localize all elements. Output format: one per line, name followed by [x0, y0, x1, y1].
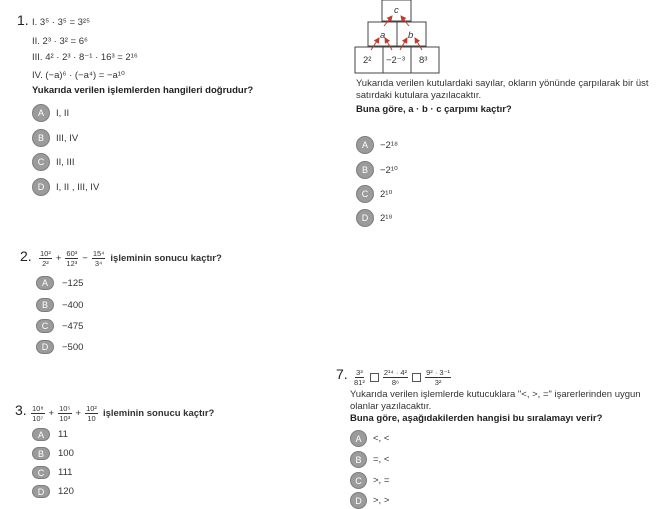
option-text: −400: [62, 299, 84, 311]
option-text: 2¹⁰: [380, 188, 393, 200]
option-text: <, <: [373, 433, 390, 444]
question-number: 3.: [15, 402, 27, 418]
question-expression: [38, 249, 222, 268]
option-b[interactable]: [32, 129, 78, 147]
option-letter: C: [32, 153, 50, 171]
option-c[interactable]: [32, 153, 74, 171]
box-bottom-left-label: 2²: [363, 55, 372, 66]
question-prompt: Yukarıda verilen işlemlerden hangileri doğrudur?: [32, 85, 254, 96]
fraction: $\frac{\text{10²}}{10}$: [86, 404, 97, 423]
question-prompt: Buna göre, a · b · c çarpımı kaçtır?: [356, 104, 512, 115]
option-letter: C: [356, 185, 374, 203]
option-letter: D: [350, 492, 367, 509]
option-letter: B: [356, 161, 374, 179]
option-d[interactable]: [36, 340, 83, 354]
option-text: 120: [58, 486, 74, 497]
option-letter: D: [36, 340, 54, 354]
question-prompt: Buna göre, aşağıdakilerden hangisi bu sıralamayı verir?: [350, 413, 603, 424]
question-expression: [30, 404, 214, 423]
box-mid-left-label: a: [380, 30, 386, 41]
option-text: II, III: [56, 156, 75, 168]
option-text: 11: [58, 429, 68, 440]
statement-4: IV. (−a)⁶ · (−a⁴) = −a¹⁰: [32, 70, 125, 81]
option-letter: C: [36, 319, 54, 333]
option-text: −500: [62, 341, 84, 353]
option-a[interactable]: [350, 430, 389, 447]
fraction: $\frac{\text{2¹⁴ · 4²}}{\text{8⁶}}$: [383, 368, 408, 387]
fraction: $\frac{\text{15⁴}}{\text{3⁴}}$: [92, 249, 105, 268]
operator: +: [48, 408, 55, 419]
question-number: 7.: [336, 366, 348, 382]
statement-1: I. 3⁵ · 3⁵ = 3²⁵: [32, 17, 91, 28]
option-a[interactable]: [36, 276, 83, 290]
option-b[interactable]: [356, 161, 398, 179]
question-description: Yukarıda verilen kutulardaki sayılar, okların yönünde çarpılarak bir üst satırdaki kutulara yazılacaktır.: [356, 78, 649, 101]
question-prompt: işleminin sonucu kaçtır?: [102, 408, 215, 419]
option-letter: C: [350, 472, 367, 489]
option-text: I, II: [56, 107, 70, 119]
option-d[interactable]: [32, 485, 74, 498]
option-text: 100: [58, 448, 74, 459]
option-text: −475: [62, 320, 84, 332]
question-prompt: işleminin sonucu kaçtır?: [110, 253, 222, 264]
option-c[interactable]: [36, 319, 83, 333]
fraction: $\frac{\text{3³}}{\text{81²}}$: [354, 368, 365, 387]
box-bottom-right-label: 8³: [419, 55, 428, 66]
statement-3: III. 4² · 2³ · 8⁻¹ · 16³ = 2¹⁶: [32, 52, 138, 63]
operator: +: [75, 408, 82, 419]
operator: −: [82, 253, 88, 264]
comparison-box[interactable]: [412, 373, 421, 382]
box-top-label: c: [394, 5, 399, 16]
option-text: −125: [62, 277, 84, 289]
option-d[interactable]: [32, 178, 99, 196]
option-text: >, =: [373, 475, 390, 486]
operator: +: [55, 253, 62, 264]
option-letter: D: [356, 209, 374, 227]
option-letter: A: [32, 428, 50, 441]
option-letter: C: [32, 466, 50, 479]
option-a[interactable]: [356, 136, 398, 154]
fraction: $\frac{\text{9² · 3⁻¹}}{\text{3²}}$: [426, 368, 451, 387]
option-letter: A: [350, 430, 367, 447]
question-number: 1.: [17, 12, 29, 28]
fraction: $\frac{\text{10²}}{\text{2²}}$: [40, 249, 51, 268]
option-letter: A: [356, 136, 374, 154]
question-description: Yukarıda verilen işlemlerde kutucuklara "<, >, =" işarerlerinden uygun olanlar yazılacaktır.: [350, 389, 641, 412]
option-b[interactable]: [350, 451, 389, 468]
question-expression: [352, 368, 452, 387]
option-d[interactable]: [350, 492, 389, 509]
option-c[interactable]: [356, 185, 392, 203]
option-letter: B: [32, 447, 50, 460]
option-text: 2¹⁸: [380, 212, 393, 224]
option-text: I, II , III, IV: [56, 181, 100, 193]
fraction: $\frac{\text{60³}}{\text{12³}}$: [66, 249, 78, 268]
option-letter: B: [32, 129, 50, 147]
option-c[interactable]: [32, 466, 72, 479]
fraction: $\frac{\text{10⁸}}{\text{10⁷}}$: [32, 404, 44, 423]
option-letter: B: [350, 451, 367, 468]
option-c[interactable]: [350, 472, 389, 489]
option-letter: A: [36, 276, 54, 290]
option-text: −2¹⁰: [380, 164, 398, 176]
option-b[interactable]: [32, 447, 74, 460]
option-text: =, <: [373, 454, 390, 465]
option-a[interactable]: [32, 428, 68, 441]
option-a[interactable]: [32, 104, 69, 122]
fraction: $\frac{\text{10⁵}}{\text{10³}}$: [59, 404, 71, 423]
statement-2: II. 2³ · 3² = 6⁶: [32, 36, 88, 47]
option-text: >, >: [373, 495, 390, 506]
option-letter: A: [32, 104, 50, 122]
option-b[interactable]: [36, 298, 83, 312]
box-mid-right-label: b: [408, 30, 414, 41]
option-text: −2¹⁸: [380, 139, 399, 151]
comparison-box[interactable]: [370, 373, 379, 382]
option-text: III, IV: [56, 132, 79, 144]
option-letter: B: [36, 298, 54, 312]
option-d[interactable]: [356, 209, 392, 227]
option-letter: D: [32, 485, 50, 498]
box-bottom-mid-label: −2⁻³: [386, 55, 406, 66]
option-letter: D: [32, 178, 50, 196]
question-number: 2.: [20, 248, 32, 264]
option-text: 111: [58, 467, 73, 478]
